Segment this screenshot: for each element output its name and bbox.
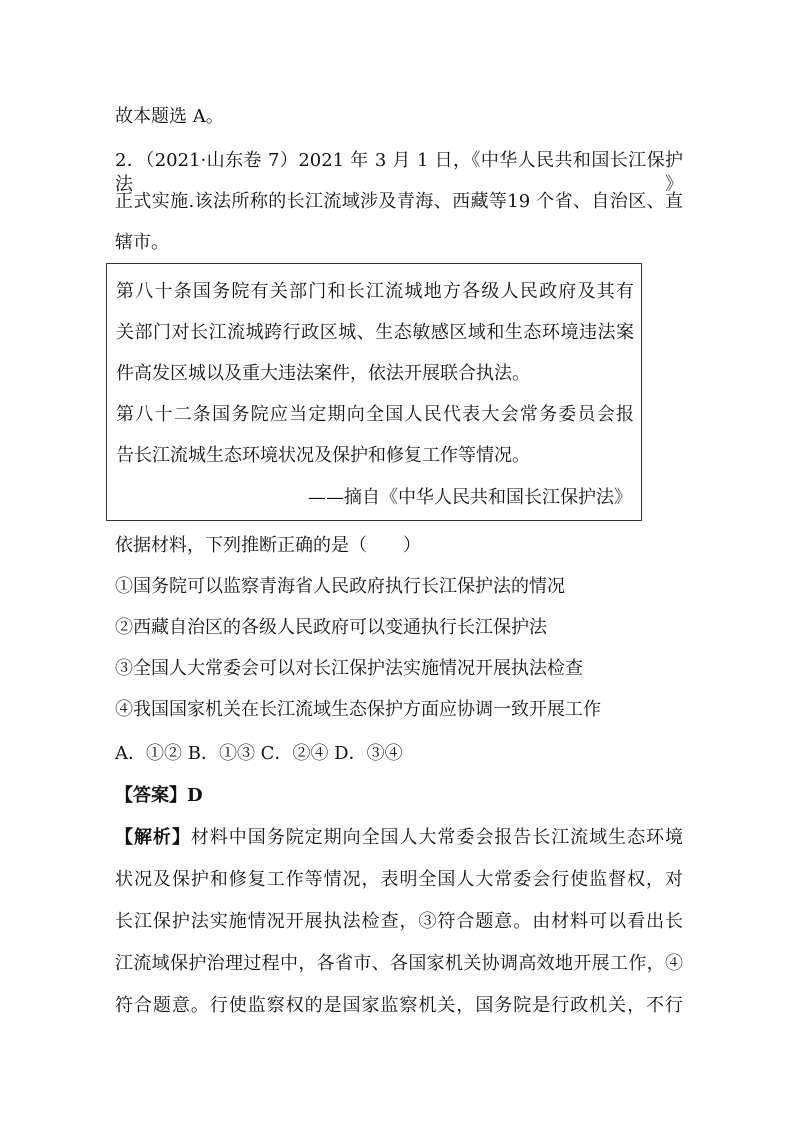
answer-line xyxy=(115,784,203,808)
material-line-1: 第八十条国务院有关部门和长江流城地方各级人民政府及其有 xyxy=(116,281,634,302)
analysis-line-3: 长江保护法实施情况开展执法检查，③符合题意。由材料可以看出长 xyxy=(115,911,683,932)
question-stem-line-1: 2．（2021·山东卷 7）2021 年 3 月 1 日，《中华人民共和国长江保护法》 xyxy=(115,150,683,195)
statement-4: ④我国国家机关在长江流域生态保护方面应协调一致开展工作 xyxy=(115,699,601,720)
material-line-2: 关部门对长江流城跨行政区城、生态敏感区域和生态环境违法案 xyxy=(116,322,634,343)
material-line-5: 告长江流城生态环境状况及保护和修复工作等情况。 xyxy=(116,445,530,466)
material-source: ——摘自《中华人民共和国长江保护法》 xyxy=(308,487,632,508)
question-stem-line-3: 辖市。 xyxy=(115,232,169,253)
analysis-line-1 xyxy=(115,826,683,850)
material-line-4: 第八十二条国务院应当定期向全国人民代表大会常务委员会报 xyxy=(116,404,634,425)
answer-options: A．①② B．①③ C．②④ D．③④ xyxy=(115,743,403,764)
statement-1: ①国务院可以监察青海省人民政府执行长江保护法的情况 xyxy=(115,576,565,597)
material-line-3: 件高发区城以及重大违法案件，依法开展联合执法。 xyxy=(116,363,530,384)
statement-2: ②西藏自治区的各级人民政府可以变通执行长江保护法 xyxy=(115,617,547,638)
material-box xyxy=(106,263,642,521)
answer-label: 【答案】 xyxy=(115,785,187,806)
question-stem-line-2: 正式实施.该法所称的长江流域涉及青海、西藏等19 个省、自治区、直 xyxy=(115,191,683,212)
statement-3: ③全国人大常委会可以对长江保护法实施情况开展执法检查 xyxy=(115,658,583,679)
answer-value: D xyxy=(187,785,203,806)
analysis-line-2: 状况及保护和修复工作等情况，表明全国人大常委会行使监督权，对 xyxy=(115,869,683,890)
analysis-text-1: 材料中国务院定期向全国人大常委会报告长江流域生态环境 xyxy=(190,827,684,848)
analysis-line-5: 符合题意。行使监察权的是国家监察机关，国务院是行政机关，不行 xyxy=(115,995,683,1016)
analysis-label: 【解析】 xyxy=(115,827,191,848)
previous-conclusion: 故本题选 A。 xyxy=(115,106,224,127)
analysis-line-4: 江流域保护治理过程中，各省市、各国家机关协调高效地开展工作，④ xyxy=(115,953,683,974)
question-prompt: 依据材料，下列推断正确的是（ ） xyxy=(115,535,421,556)
